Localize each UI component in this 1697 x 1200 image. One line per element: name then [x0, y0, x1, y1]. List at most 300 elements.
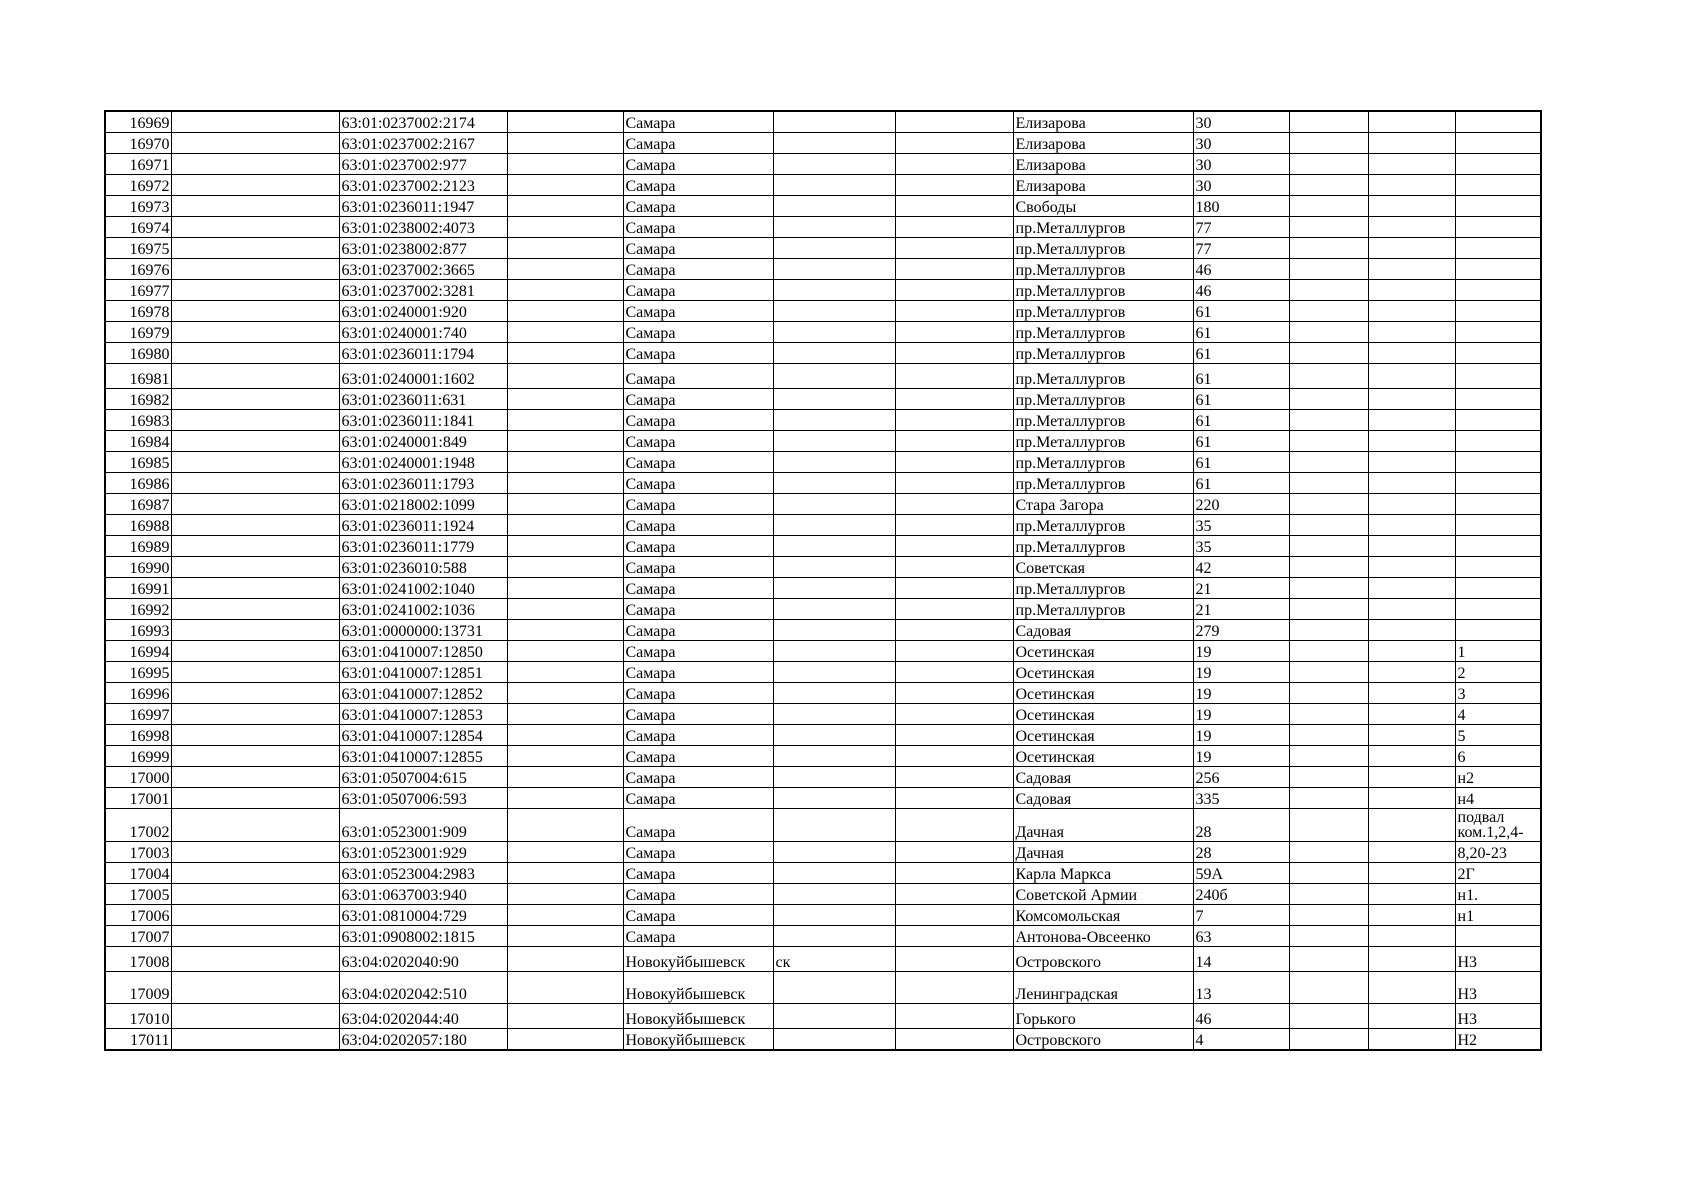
empty-cell	[507, 863, 623, 884]
house-number: 46	[1193, 280, 1289, 301]
empty-cell	[507, 683, 623, 704]
empty-cell	[1289, 1004, 1368, 1029]
locality-type	[773, 788, 895, 809]
empty-cell	[507, 704, 623, 725]
empty-cell	[171, 133, 339, 154]
cadastral-number: 63:01:0810004:729	[339, 905, 507, 926]
cadastral-number: 63:01:0236011:1947	[339, 196, 507, 217]
empty-cell	[1368, 725, 1455, 746]
empty-cell	[1368, 704, 1455, 725]
city: Самара	[623, 809, 773, 842]
empty-cell	[507, 599, 623, 620]
city: Самара	[623, 259, 773, 280]
empty-cell	[171, 196, 339, 217]
street: Свободы	[1013, 196, 1193, 217]
table-row	[105, 259, 1541, 280]
table-row	[105, 301, 1541, 322]
house-number: 4	[1193, 1029, 1289, 1051]
table-row	[105, 111, 1541, 133]
empty-cell	[507, 322, 623, 343]
empty-cell	[507, 238, 623, 259]
empty-cell	[171, 473, 339, 494]
empty-cell	[507, 410, 623, 431]
row-number: 17001	[105, 788, 171, 809]
empty-cell	[1289, 343, 1368, 364]
row-number: 16997	[105, 704, 171, 725]
house-number: 35	[1193, 515, 1289, 536]
city: Самара	[623, 704, 773, 725]
empty-cell	[1289, 111, 1368, 133]
table-row	[105, 175, 1541, 196]
locality-type	[773, 746, 895, 767]
empty-cell	[171, 884, 339, 905]
premises-number	[1455, 259, 1541, 280]
table-row	[105, 133, 1541, 154]
empty-cell	[507, 133, 623, 154]
empty-cell	[895, 175, 1013, 196]
row-number: 16982	[105, 389, 171, 410]
city: Самара	[623, 217, 773, 238]
cadastral-number: 63:01:0237002:2123	[339, 175, 507, 196]
cadastral-number: 63:01:0241002:1040	[339, 578, 507, 599]
empty-cell	[1368, 322, 1455, 343]
premises-number: н2	[1455, 767, 1541, 788]
street: Осетинская	[1013, 662, 1193, 683]
empty-cell	[1368, 662, 1455, 683]
empty-cell	[895, 578, 1013, 599]
row-number: 16977	[105, 280, 171, 301]
empty-cell	[1289, 494, 1368, 515]
street: Елизарова	[1013, 133, 1193, 154]
city: Самара	[623, 175, 773, 196]
empty-cell	[1368, 280, 1455, 301]
empty-cell	[895, 133, 1013, 154]
empty-cell	[895, 557, 1013, 578]
empty-cell	[171, 662, 339, 683]
premises-number	[1455, 280, 1541, 301]
empty-cell	[171, 767, 339, 788]
empty-cell	[1289, 599, 1368, 620]
empty-cell	[171, 809, 339, 842]
locality-type	[773, 431, 895, 452]
premises-number	[1455, 301, 1541, 322]
city: Самара	[623, 494, 773, 515]
row-number: 16991	[105, 578, 171, 599]
premises-number: Н3	[1455, 947, 1541, 972]
street: Осетинская	[1013, 683, 1193, 704]
table-row	[105, 620, 1541, 641]
empty-cell	[1289, 154, 1368, 175]
empty-cell	[1289, 473, 1368, 494]
cadastral-number: 63:01:0507004:615	[339, 767, 507, 788]
house-number: 19	[1193, 725, 1289, 746]
empty-cell	[1289, 641, 1368, 662]
table-row	[105, 725, 1541, 746]
street: Осетинская	[1013, 725, 1193, 746]
locality-type	[773, 972, 895, 1004]
table-row	[105, 473, 1541, 494]
premises-number	[1455, 111, 1541, 133]
locality-type	[773, 389, 895, 410]
empty-cell	[1368, 809, 1455, 842]
empty-cell	[507, 725, 623, 746]
empty-cell	[171, 725, 339, 746]
empty-cell	[1289, 196, 1368, 217]
empty-cell	[171, 863, 339, 884]
empty-cell	[895, 238, 1013, 259]
table-row	[105, 1004, 1541, 1029]
table-row	[105, 746, 1541, 767]
premises-number: Н3	[1455, 972, 1541, 1004]
empty-cell	[507, 972, 623, 1004]
empty-cell	[507, 431, 623, 452]
empty-cell	[171, 111, 339, 133]
row-number: 16985	[105, 452, 171, 473]
premises-number: Н3	[1455, 1004, 1541, 1029]
street: Осетинская	[1013, 746, 1193, 767]
empty-cell	[507, 452, 623, 473]
empty-cell	[1368, 788, 1455, 809]
table-row	[105, 662, 1541, 683]
city: Самара	[623, 905, 773, 926]
street: Садовая	[1013, 767, 1193, 788]
premises-number	[1455, 238, 1541, 259]
empty-cell	[171, 154, 339, 175]
table-row	[105, 947, 1541, 972]
table-row	[105, 767, 1541, 788]
locality-type	[773, 452, 895, 473]
house-number: 63	[1193, 926, 1289, 947]
empty-cell	[1368, 473, 1455, 494]
row-number: 16980	[105, 343, 171, 364]
cadastral-number: 63:01:0236011:631	[339, 389, 507, 410]
house-number: 28	[1193, 809, 1289, 842]
table-row	[105, 809, 1541, 842]
street: Елизарова	[1013, 154, 1193, 175]
empty-cell	[507, 154, 623, 175]
premises-number	[1455, 322, 1541, 343]
empty-cell	[895, 536, 1013, 557]
empty-cell	[171, 259, 339, 280]
empty-cell	[1289, 1029, 1368, 1051]
cadastral-number: 63:01:0410007:12855	[339, 746, 507, 767]
cadastral-number: 63:01:0236010:588	[339, 557, 507, 578]
empty-cell	[507, 515, 623, 536]
city: Самара	[623, 473, 773, 494]
premises-number	[1455, 217, 1541, 238]
city: Самара	[623, 536, 773, 557]
empty-cell	[895, 905, 1013, 926]
premises-number	[1455, 494, 1541, 515]
empty-cell	[1289, 452, 1368, 473]
empty-cell	[895, 301, 1013, 322]
empty-cell	[1289, 905, 1368, 926]
city: Новокуйбышевск	[623, 1004, 773, 1029]
table-row	[105, 364, 1541, 389]
empty-cell	[1368, 364, 1455, 389]
premises-number: Н2	[1455, 1029, 1541, 1051]
empty-cell	[1289, 389, 1368, 410]
city: Новокуйбышевск	[623, 1029, 773, 1051]
empty-cell	[895, 410, 1013, 431]
premises-number	[1455, 410, 1541, 431]
locality-type	[773, 599, 895, 620]
empty-cell	[895, 217, 1013, 238]
empty-cell	[895, 259, 1013, 280]
row-number: 17002	[105, 809, 171, 842]
street: пр.Металлургов	[1013, 452, 1193, 473]
row-number: 16972	[105, 175, 171, 196]
empty-cell	[507, 1029, 623, 1051]
cadastral-number: 63:01:0908002:1815	[339, 926, 507, 947]
table-row	[105, 972, 1541, 1004]
city: Самара	[623, 301, 773, 322]
empty-cell	[507, 536, 623, 557]
row-number: 16999	[105, 746, 171, 767]
city: Самара	[623, 322, 773, 343]
empty-cell	[171, 926, 339, 947]
empty-cell	[1368, 641, 1455, 662]
row-number: 16978	[105, 301, 171, 322]
city: Самара	[623, 557, 773, 578]
premises-number	[1455, 133, 1541, 154]
cadastral-number: 63:01:0410007:12850	[339, 641, 507, 662]
empty-cell	[895, 452, 1013, 473]
table-row	[105, 494, 1541, 515]
city: Самара	[623, 599, 773, 620]
row-number: 16976	[105, 259, 171, 280]
empty-cell	[171, 1029, 339, 1051]
empty-cell	[1289, 926, 1368, 947]
empty-cell	[1289, 364, 1368, 389]
street: пр.Металлургов	[1013, 280, 1193, 301]
empty-cell	[507, 280, 623, 301]
street: Дачная	[1013, 842, 1193, 863]
premises-number: 1	[1455, 641, 1541, 662]
table-row	[105, 515, 1541, 536]
empty-cell	[1368, 1004, 1455, 1029]
empty-cell	[1368, 1029, 1455, 1051]
table-row	[105, 389, 1541, 410]
house-number: 7	[1193, 905, 1289, 926]
cadastral-number: 63:01:0237002:3281	[339, 280, 507, 301]
locality-type	[773, 154, 895, 175]
premises-number	[1455, 389, 1541, 410]
empty-cell	[1289, 217, 1368, 238]
empty-cell	[895, 947, 1013, 972]
premises-number	[1455, 154, 1541, 175]
empty-cell	[507, 111, 623, 133]
house-number: 240б	[1193, 884, 1289, 905]
empty-cell	[507, 926, 623, 947]
row-number: 16971	[105, 154, 171, 175]
empty-cell	[895, 842, 1013, 863]
city: Самара	[623, 683, 773, 704]
empty-cell	[1289, 301, 1368, 322]
table-row	[105, 863, 1541, 884]
empty-cell	[1368, 515, 1455, 536]
empty-cell	[1289, 259, 1368, 280]
table-row	[105, 196, 1541, 217]
street: пр.Металлургов	[1013, 578, 1193, 599]
street: пр.Металлургов	[1013, 364, 1193, 389]
empty-cell	[1368, 154, 1455, 175]
locality-type	[773, 1029, 895, 1051]
house-number: 30	[1193, 175, 1289, 196]
locality-type	[773, 515, 895, 536]
registry-table	[104, 110, 1542, 1051]
locality-type	[773, 473, 895, 494]
locality-type	[773, 662, 895, 683]
empty-cell	[171, 452, 339, 473]
empty-cell	[1368, 431, 1455, 452]
house-number: 77	[1193, 238, 1289, 259]
locality-type	[773, 343, 895, 364]
empty-cell	[895, 431, 1013, 452]
empty-cell	[171, 343, 339, 364]
house-number: 61	[1193, 410, 1289, 431]
house-number: 13	[1193, 972, 1289, 1004]
empty-cell	[895, 364, 1013, 389]
house-number: 35	[1193, 536, 1289, 557]
cadastral-number: 63:01:0240001:1948	[339, 452, 507, 473]
empty-cell	[507, 578, 623, 599]
premises-number: н4	[1455, 788, 1541, 809]
empty-cell	[1289, 863, 1368, 884]
table-row	[105, 842, 1541, 863]
empty-cell	[1289, 238, 1368, 259]
empty-cell	[1368, 578, 1455, 599]
house-number: 19	[1193, 704, 1289, 725]
row-number: 17006	[105, 905, 171, 926]
row-number: 17008	[105, 947, 171, 972]
locality-type	[773, 280, 895, 301]
empty-cell	[507, 788, 623, 809]
locality-type	[773, 196, 895, 217]
empty-cell	[895, 662, 1013, 683]
table-row	[105, 599, 1541, 620]
empty-cell	[171, 972, 339, 1004]
empty-cell	[895, 809, 1013, 842]
premises-number	[1455, 343, 1541, 364]
premises-number: 5	[1455, 725, 1541, 746]
empty-cell	[895, 641, 1013, 662]
cadastral-number: 63:01:0237002:2167	[339, 133, 507, 154]
empty-cell	[895, 343, 1013, 364]
empty-cell	[1289, 972, 1368, 1004]
premises-number: 6	[1455, 746, 1541, 767]
premises-number	[1455, 364, 1541, 389]
empty-cell	[1289, 725, 1368, 746]
empty-cell	[171, 238, 339, 259]
row-number: 16970	[105, 133, 171, 154]
empty-cell	[1368, 175, 1455, 196]
empty-cell	[895, 863, 1013, 884]
empty-cell	[1368, 238, 1455, 259]
cadastral-number: 63:01:0238002:4073	[339, 217, 507, 238]
empty-cell	[171, 788, 339, 809]
city: Самара	[623, 725, 773, 746]
empty-cell	[1289, 431, 1368, 452]
empty-cell	[171, 842, 339, 863]
cadastral-number: 63:01:0523001:909	[339, 809, 507, 842]
empty-cell	[1368, 343, 1455, 364]
empty-cell	[1368, 494, 1455, 515]
row-number: 16996	[105, 683, 171, 704]
table-row	[105, 238, 1541, 259]
table-row	[105, 217, 1541, 238]
street: Осетинская	[1013, 704, 1193, 725]
house-number: 61	[1193, 389, 1289, 410]
house-number: 279	[1193, 620, 1289, 641]
empty-cell	[507, 641, 623, 662]
house-number: 46	[1193, 259, 1289, 280]
empty-cell	[1368, 746, 1455, 767]
cadastral-number: 63:04:0202044:40	[339, 1004, 507, 1029]
empty-cell	[507, 767, 623, 788]
row-number: 16975	[105, 238, 171, 259]
city: Самара	[623, 154, 773, 175]
empty-cell	[1368, 389, 1455, 410]
empty-cell	[1368, 259, 1455, 280]
empty-cell	[171, 301, 339, 322]
premises-number: н1	[1455, 905, 1541, 926]
house-number: 28	[1193, 842, 1289, 863]
cadastral-number: 63:01:0507006:593	[339, 788, 507, 809]
locality-type	[773, 111, 895, 133]
empty-cell	[507, 557, 623, 578]
table-row	[105, 452, 1541, 473]
house-number: 220	[1193, 494, 1289, 515]
empty-cell	[171, 494, 339, 515]
house-number: 46	[1193, 1004, 1289, 1029]
empty-cell	[171, 683, 339, 704]
house-number: 19	[1193, 683, 1289, 704]
street: Елизарова	[1013, 175, 1193, 196]
table-row	[105, 431, 1541, 452]
premises-number: 2	[1455, 662, 1541, 683]
empty-cell	[1368, 536, 1455, 557]
empty-cell	[171, 620, 339, 641]
cadastral-number: 63:01:0236011:1793	[339, 473, 507, 494]
table-row	[105, 154, 1541, 175]
city: Самара	[623, 431, 773, 452]
city: Самара	[623, 133, 773, 154]
city: Новокуйбышевск	[623, 947, 773, 972]
empty-cell	[1289, 947, 1368, 972]
street: Стара Загора	[1013, 494, 1193, 515]
locality-type	[773, 301, 895, 322]
empty-cell	[1368, 620, 1455, 641]
empty-cell	[895, 704, 1013, 725]
house-number: 42	[1193, 557, 1289, 578]
locality-type	[773, 364, 895, 389]
row-number: 17007	[105, 926, 171, 947]
empty-cell	[1289, 767, 1368, 788]
premises-number	[1455, 599, 1541, 620]
cadastral-number: 63:01:0240001:740	[339, 322, 507, 343]
empty-cell	[1368, 452, 1455, 473]
city: Самара	[623, 620, 773, 641]
locality-type	[773, 809, 895, 842]
table-row	[105, 410, 1541, 431]
empty-cell	[1368, 301, 1455, 322]
premises-number	[1455, 926, 1541, 947]
city: Самара	[623, 515, 773, 536]
city: Самара	[623, 111, 773, 133]
row-number: 16995	[105, 662, 171, 683]
cadastral-number: 63:01:0410007:12853	[339, 704, 507, 725]
